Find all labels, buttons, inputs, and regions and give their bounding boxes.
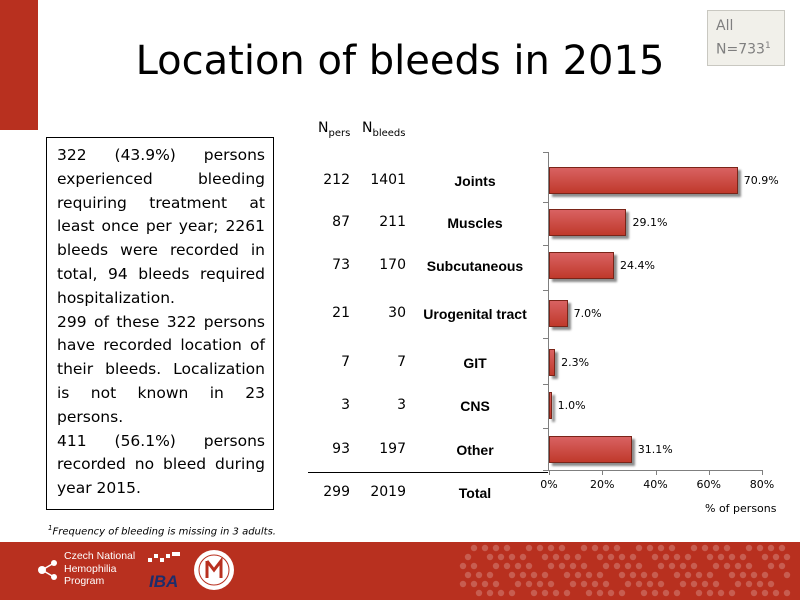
decor-dot <box>652 554 658 560</box>
decor-dot <box>520 554 526 560</box>
decor-dot <box>729 590 735 596</box>
summary-text-box <box>46 137 274 510</box>
decor-dot <box>663 554 669 560</box>
decor-dot <box>564 572 570 578</box>
decor-dot <box>718 590 724 596</box>
row-nbleeds: 3 <box>397 397 406 413</box>
bar-value-label: 31.1% <box>637 443 673 456</box>
row-category-label: Muscles <box>447 215 503 231</box>
decor-dot <box>619 554 625 560</box>
y-axis-tick <box>543 290 548 291</box>
decor-dot <box>509 590 515 596</box>
row-nbleeds: 170 <box>379 257 406 273</box>
decor-dot <box>597 590 603 596</box>
row-category-label: GIT <box>463 355 487 371</box>
decor-dot <box>696 572 702 578</box>
decor-dot <box>476 572 482 578</box>
decor-dot <box>713 545 719 551</box>
decor-dot <box>526 581 532 587</box>
row-nbleeds: 197 <box>379 441 406 457</box>
decor-dot <box>597 554 603 560</box>
decor-dot <box>559 545 565 551</box>
decor-dot <box>680 581 686 587</box>
row-nbleeds: 1401 <box>370 172 406 188</box>
decor-dot <box>762 554 768 560</box>
summary-paragraph-2: 299 of these 322 persons have recorded location of their bleeds. Localization is not known in 23 persons. <box>57 312 265 426</box>
decor-dot <box>641 590 647 596</box>
bar <box>549 349 555 376</box>
decor-dot <box>636 545 642 551</box>
decor-dot <box>663 590 669 596</box>
decor-dot <box>757 545 763 551</box>
decor-dot <box>586 572 592 578</box>
decor-dot <box>729 572 735 578</box>
decor-dot <box>603 581 609 587</box>
footer-band <box>0 542 800 600</box>
decor-dot <box>762 590 768 596</box>
decor-dot <box>575 572 581 578</box>
decor-dot <box>735 563 741 569</box>
decor-dot <box>581 545 587 551</box>
x-axis-tick <box>602 470 603 475</box>
x-tick-label: 80% <box>749 478 775 491</box>
decor-dot <box>680 563 686 569</box>
decor-dot <box>707 554 713 560</box>
decor-dot <box>526 563 532 569</box>
summary-paragraph-3: 411 (56.1%) persons recorded no bleed during year 2015. <box>57 431 265 498</box>
decor-dot <box>493 563 499 569</box>
row-nbleeds: 7 <box>397 354 406 370</box>
decor-dot <box>504 563 510 569</box>
decor-dot <box>531 590 537 596</box>
decor-dot <box>652 572 658 578</box>
bar-value-label: 2.3% <box>561 356 590 369</box>
x-tick-label: 60% <box>696 478 721 491</box>
row-npers: 212 <box>323 172 350 188</box>
decor-dot <box>614 545 620 551</box>
decor-dot <box>784 590 790 596</box>
decor-dot <box>685 554 691 560</box>
decor-dot <box>636 581 642 587</box>
y-axis-tick <box>543 245 548 246</box>
decor-dot <box>669 545 675 551</box>
decorative-dots-icon <box>455 542 800 600</box>
decor-dot <box>515 581 521 587</box>
decor-dot <box>779 563 785 569</box>
decor-dot <box>614 563 620 569</box>
decor-dot <box>647 581 653 587</box>
decor-dot <box>537 545 543 551</box>
decor-dot <box>526 545 532 551</box>
nbleeds-header: $N_{bleeds}$ <box>362 120 406 139</box>
bar <box>549 392 552 419</box>
decor-dot <box>465 554 471 560</box>
decor-dot <box>762 572 768 578</box>
decor-dot <box>724 545 730 551</box>
decor-dot <box>559 563 565 569</box>
decor-dot <box>630 554 636 560</box>
decor-dot <box>498 590 504 596</box>
total-npers: 299 <box>323 484 350 500</box>
row-nbleeds: 211 <box>379 214 406 230</box>
decor-dot <box>713 563 719 569</box>
y-axis-tick <box>543 428 548 429</box>
decor-dot <box>751 572 757 578</box>
row-category-label: Urogenital tract <box>423 306 527 322</box>
row-npers: 3 <box>341 397 350 413</box>
decor-dot <box>564 590 570 596</box>
decor-dot <box>581 581 587 587</box>
decor-dot <box>669 563 675 569</box>
decor-dot <box>460 581 466 587</box>
row-category-label: CNS <box>460 398 490 414</box>
bar-value-label: 1.0% <box>557 399 586 412</box>
decor-dot <box>570 563 576 569</box>
decor-dot <box>597 572 603 578</box>
footnote: $^1$Frequency of bleeding is missing in 3 adults. <box>48 524 276 538</box>
decor-dot <box>625 581 631 587</box>
decor-dot <box>553 554 559 560</box>
decor-dot <box>542 572 548 578</box>
x-axis-tick <box>762 470 763 475</box>
decor-dot <box>784 572 790 578</box>
decor-dot <box>740 554 746 560</box>
all-label: All <box>716 18 734 34</box>
x-axis-tick <box>549 470 550 475</box>
decor-dot <box>691 563 697 569</box>
total-label: Total <box>458 485 492 501</box>
decor-dot <box>509 554 515 560</box>
bar-value-label: 7.0% <box>573 307 602 320</box>
hemophilia-network-icon <box>36 558 60 582</box>
row-npers: 73 <box>332 257 350 273</box>
program-logo-text: Czech National Hemophilia Program <box>64 550 136 587</box>
decor-dot <box>531 572 537 578</box>
decor-dot <box>685 572 691 578</box>
x-tick-label: 40% <box>643 478 668 491</box>
decor-dot <box>575 554 581 560</box>
decor-dot <box>548 545 554 551</box>
x-tick-label: 20% <box>590 478 615 491</box>
decor-dot <box>493 545 499 551</box>
decor-dot <box>487 572 493 578</box>
decor-dot <box>471 563 477 569</box>
bar <box>549 209 626 236</box>
x-axis-tick <box>709 470 710 475</box>
y-axis-tick <box>543 470 548 471</box>
decor-dot <box>746 563 752 569</box>
decor-dot <box>537 581 543 587</box>
decor-dot <box>702 545 708 551</box>
decor-dot <box>592 581 598 587</box>
decor-dot <box>735 581 741 587</box>
university-seal-icon <box>192 548 236 592</box>
decor-dot <box>482 545 488 551</box>
y-axis-tick <box>543 202 548 203</box>
decor-dot <box>696 590 702 596</box>
total-nbleeds: 2019 <box>370 484 406 500</box>
decor-dot <box>757 581 763 587</box>
bar <box>549 300 568 327</box>
npers-header: $N_{pers}$ <box>318 120 351 139</box>
row-category-label: Other <box>456 442 494 458</box>
decor-dot <box>548 581 554 587</box>
decor-dot <box>548 563 554 569</box>
decor-dot <box>482 581 488 587</box>
bar-value-label: 24.4% <box>619 259 655 272</box>
row-npers: 7 <box>341 354 350 370</box>
decor-dot <box>504 545 510 551</box>
decor-dot <box>779 545 785 551</box>
decor-dot <box>784 554 790 560</box>
decor-dot <box>471 581 477 587</box>
decor-dot <box>603 545 609 551</box>
decor-dot <box>751 590 757 596</box>
all-count: $N=733^1$ <box>716 41 771 58</box>
row-npers: 93 <box>332 441 350 457</box>
decor-dot <box>471 545 477 551</box>
decor-dot <box>460 563 466 569</box>
slide-title: Location of bleeds in 2015 <box>135 38 665 84</box>
bar <box>549 167 738 194</box>
decor-dot <box>641 572 647 578</box>
decor-dot <box>515 563 521 569</box>
summary-paragraph-1: 322 (43.9%) persons experienced bleeding requiring treatment at least once per year; 2261 bleeds were recorded in total, 94 bleeds required hospitalization. <box>57 146 265 307</box>
decor-dot <box>608 554 614 560</box>
decor-dot <box>729 554 735 560</box>
decor-dot <box>718 554 724 560</box>
bar-value-label: 70.9% <box>743 174 779 187</box>
decor-dot <box>570 581 576 587</box>
y-axis-tick <box>543 384 548 385</box>
decor-dot <box>608 590 614 596</box>
decor-dot <box>564 554 570 560</box>
decor-dot <box>647 545 653 551</box>
decor-dot <box>773 554 779 560</box>
bar <box>549 436 632 463</box>
decor-dot <box>713 581 719 587</box>
row-nbleeds: 30 <box>388 305 406 321</box>
decor-dot <box>581 563 587 569</box>
decor-dot <box>487 590 493 596</box>
decor-dot <box>509 572 515 578</box>
decor-dot <box>520 572 526 578</box>
decor-dot <box>674 590 680 596</box>
decor-dot <box>636 563 642 569</box>
total-divider <box>308 472 548 473</box>
decor-dot <box>652 590 658 596</box>
decor-dot <box>542 590 548 596</box>
bar-value-label: 29.1% <box>632 216 668 229</box>
decor-dot <box>465 572 471 578</box>
decor-dot <box>746 581 752 587</box>
iba-logo-text: IBA <box>149 572 179 591</box>
decor-dot <box>691 581 697 587</box>
decor-dot <box>619 590 625 596</box>
decor-dot <box>746 545 752 551</box>
decor-dot <box>724 563 730 569</box>
decor-dot <box>702 581 708 587</box>
decor-dot <box>658 545 664 551</box>
y-axis-tick <box>543 338 548 339</box>
row-npers: 87 <box>332 214 350 230</box>
y-axis-tick <box>543 152 548 153</box>
decor-dot <box>603 563 609 569</box>
decor-dot <box>630 572 636 578</box>
decor-dot <box>487 554 493 560</box>
decor-dot <box>619 572 625 578</box>
decor-dot <box>674 572 680 578</box>
decor-dot <box>768 563 774 569</box>
decor-dot <box>691 545 697 551</box>
decor-dot <box>658 581 664 587</box>
decor-dot <box>498 554 504 560</box>
decor-dot <box>592 545 598 551</box>
x-axis-tick <box>656 470 657 475</box>
decor-dot <box>707 572 713 578</box>
decor-dot <box>773 590 779 596</box>
decor-dot <box>493 581 499 587</box>
row-category-label: Joints <box>454 173 496 189</box>
decor-dot <box>707 590 713 596</box>
decor-dot <box>553 590 559 596</box>
x-tick-label: 0% <box>540 478 558 491</box>
decor-dot <box>674 554 680 560</box>
decor-dot <box>658 563 664 569</box>
decor-dot <box>476 590 482 596</box>
decor-dot <box>740 572 746 578</box>
row-npers: 21 <box>332 305 350 321</box>
all-count-box <box>707 10 785 66</box>
row-category-label: Subcutaneous <box>426 258 524 274</box>
decor-dot <box>768 581 774 587</box>
x-axis-title: % of persons <box>705 502 777 515</box>
bar <box>549 252 614 279</box>
decor-dot <box>542 554 548 560</box>
decor-dot <box>586 590 592 596</box>
decor-dot <box>768 545 774 551</box>
decor-dot <box>625 563 631 569</box>
